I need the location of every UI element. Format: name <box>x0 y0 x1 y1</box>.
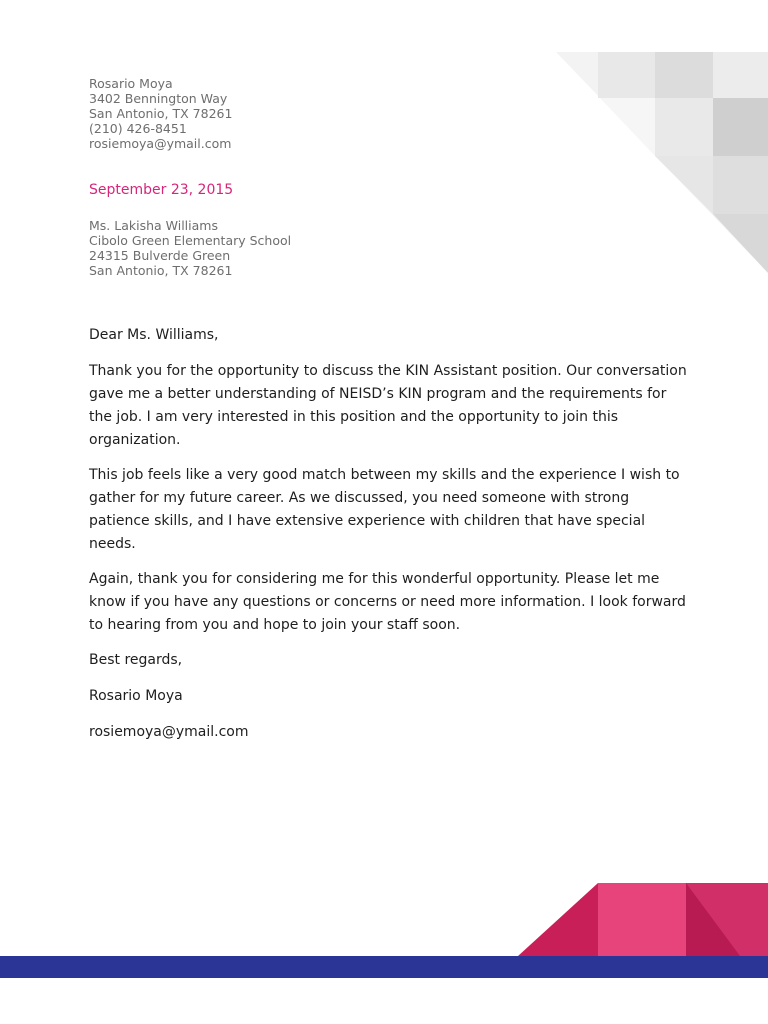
recipient-name: Ms. Lakisha Williams <box>89 218 218 233</box>
closing: Best regards, <box>89 652 183 668</box>
recipient-address <box>89 218 291 278</box>
letter-body <box>89 324 689 757</box>
bottom-decoration <box>0 880 768 980</box>
recipient-street: 24315 Bulverde Green <box>89 248 231 263</box>
signature-name: Rosario Moya <box>89 688 183 704</box>
letter-date: September 23, 2015 <box>89 182 234 198</box>
paragraph-1: Thank you for the opportunity to discuss the KIN Assistant position. Our conversation gave me a better understanding of NEISD’s KIN program and the requirements for the job. I am very interested in this position and the opportunity to join this organization. <box>89 363 687 448</box>
sender-street: 3402 Bennington Way <box>89 91 228 106</box>
sender-phone: (210) 426-8451 <box>89 121 187 136</box>
recipient-organization: Cibolo Green Elementary School <box>89 233 292 248</box>
sender-name: Rosario Moya <box>89 76 173 91</box>
signature-email: rosiemoya@ymail.com <box>89 724 249 740</box>
sender-city: San Antonio, TX 78261 <box>89 106 233 121</box>
paragraph-2: This job feels like a very good match between my skills and the experience I wish to gather for my future career. As we discussed, you need someone with strong patience skills, and I have extensive experience with children that have special needs. <box>89 467 680 552</box>
paragraph-3: Again, thank you for considering me for this wonderful opportunity. Please let me know if you have any questions or concerns or need more information. I look forward to hearing from you and hope to join your staff soon. <box>89 571 686 633</box>
sender-address <box>89 76 232 151</box>
recipient-city: San Antonio, TX 78261 <box>89 263 233 278</box>
top-decoration <box>540 45 768 285</box>
salutation: Dear Ms. Williams, <box>89 327 219 343</box>
sender-email: rosiemoya@ymail.com <box>89 136 232 151</box>
